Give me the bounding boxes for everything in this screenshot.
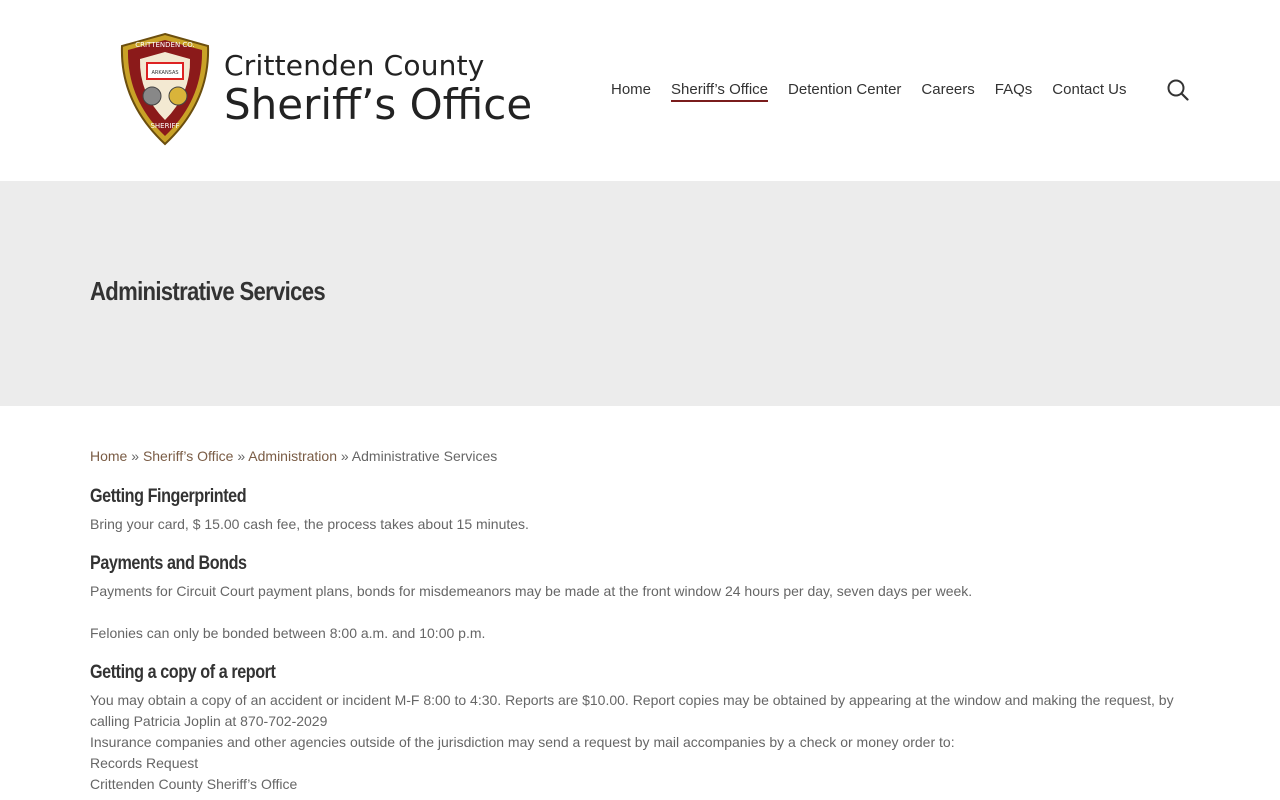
logo-text bbox=[224, 50, 532, 128]
section-heading: Getting Fingerprinted bbox=[90, 486, 247, 507]
breadcrumb-sheriffs-office[interactable]: Sheriff’s Office bbox=[142, 448, 234, 464]
badge-bottom-text: SHERIFF bbox=[150, 122, 180, 130]
nav-faqs[interactable]: FAQs bbox=[994, 81, 1033, 98]
breadcrumb-administration[interactable]: Administration bbox=[248, 448, 337, 464]
main-nav bbox=[611, 80, 1147, 102]
nav-detention-center[interactable]: Detention Center bbox=[788, 81, 902, 98]
nav-home[interactable]: Home bbox=[611, 81, 652, 98]
section-paragraph: Insurance companies and other agencies outside of the jurisdiction may send a request by mail accompanies by a check or money order to: bbox=[90, 734, 955, 750]
badge-top-text: CRITTENDEN CO. bbox=[135, 41, 195, 49]
section-paragraph: Records Request bbox=[90, 755, 199, 771]
search-icon[interactable] bbox=[1167, 79, 1189, 101]
section-paragraph: Felonies can only be bonded between 8:00 a.m. and 10:00 p.m. bbox=[90, 625, 486, 641]
nav-careers[interactable]: Careers bbox=[921, 81, 975, 98]
section-fingerprinting bbox=[90, 486, 1190, 535]
section-payments-bonds bbox=[90, 553, 1190, 644]
breadcrumb-home[interactable]: Home bbox=[90, 448, 128, 464]
breadcrumb bbox=[90, 448, 1190, 464]
site-header bbox=[0, 0, 1280, 181]
section-report-copy bbox=[90, 662, 1190, 795]
breadcrumb-separator: » bbox=[340, 448, 349, 464]
badge-state-text: ARKANSAS bbox=[151, 70, 179, 76]
breadcrumb-separator: » bbox=[131, 448, 140, 464]
breadcrumb-current: Administrative Services bbox=[351, 448, 498, 464]
section-paragraph: You may obtain a copy of an accident or incident M-F 8:00 to 4:30. Reports are $10.00. Report copies may be obtained by appearing at the window and making the request, by calling Patricia Joplin at 870-702-2029 bbox=[90, 692, 1174, 729]
logo-line1: Crittenden County bbox=[224, 49, 485, 82]
nav-sheriffs-office[interactable]: Sheriff’s Office bbox=[671, 80, 768, 102]
section-paragraph: Bring your card, $ 15.00 cash fee, the process takes about 15 minutes. bbox=[90, 516, 529, 532]
main-content bbox=[0, 406, 1280, 795]
nav-contact-us[interactable]: Contact Us bbox=[1052, 81, 1127, 98]
section-paragraph: Crittenden County Sheriff’s Office bbox=[90, 776, 298, 792]
section-heading: Getting a copy of a report bbox=[90, 662, 276, 683]
site-logo[interactable] bbox=[118, 32, 532, 146]
breadcrumb-separator: » bbox=[237, 448, 246, 464]
sheriff-badge-icon bbox=[118, 32, 212, 146]
page-hero bbox=[0, 181, 1280, 406]
logo-line2: Sheriff’s Office bbox=[224, 80, 533, 129]
section-heading: Payments and Bonds bbox=[90, 553, 247, 574]
page-title: Administrative Services bbox=[90, 276, 325, 306]
section-paragraph: Payments for Circuit Court payment plans, bonds for misdemeanors may be made at the front window 24 hours per day, seven days per week. bbox=[90, 583, 973, 599]
